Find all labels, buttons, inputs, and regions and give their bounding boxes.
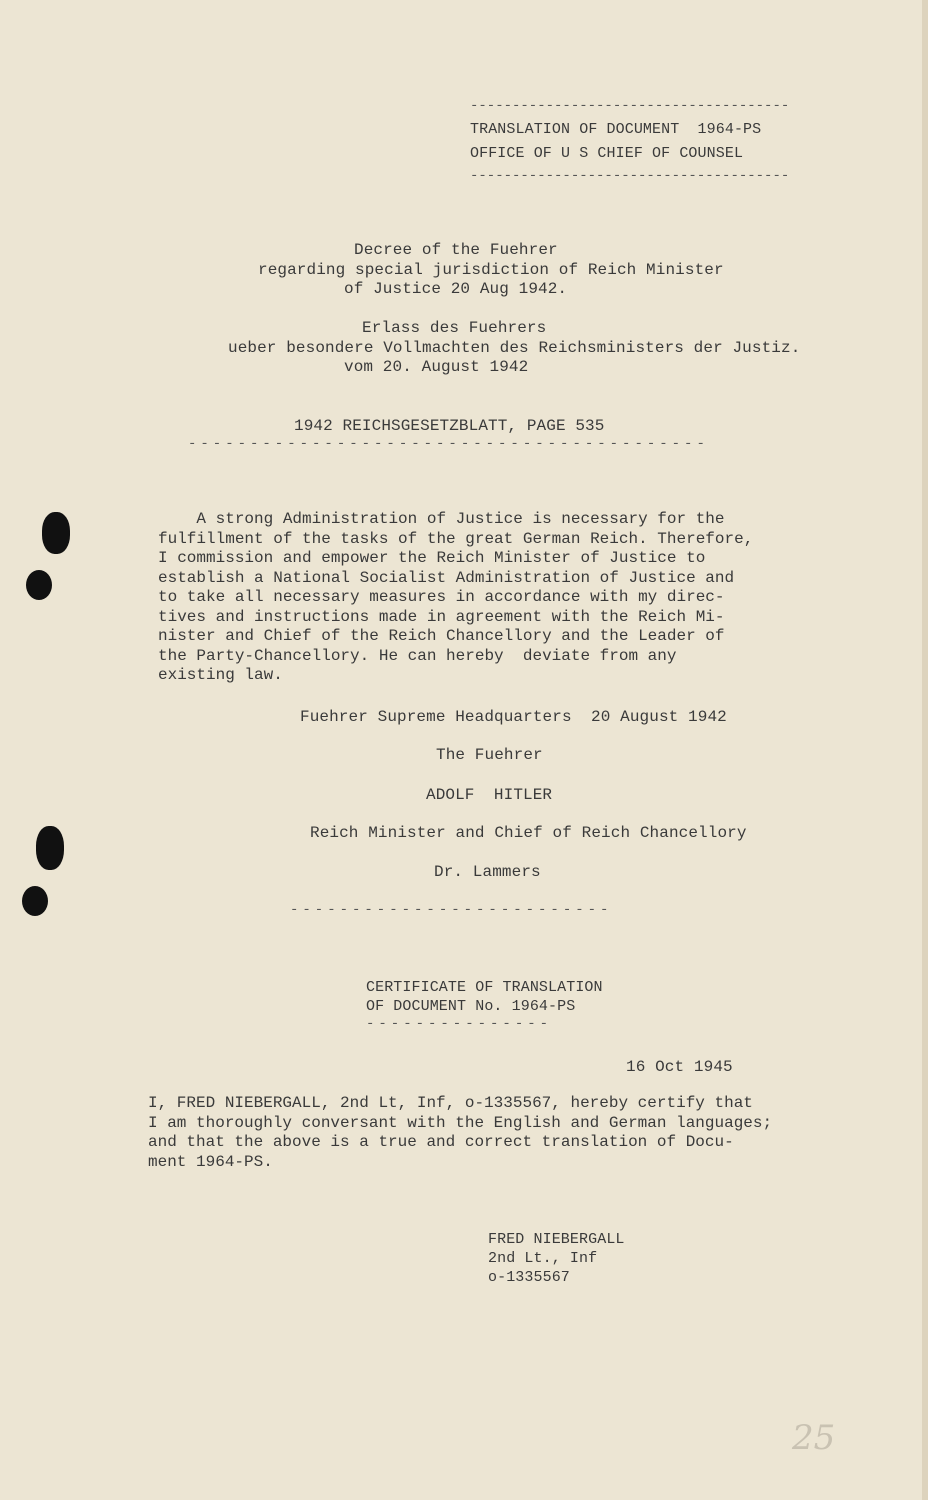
certificate-title-2: OF DOCUMENT No. 1964-PS xyxy=(366,998,576,1015)
signature-name-2: Dr. Lammers xyxy=(434,863,541,881)
body-line: nister and Chief of the Reich Chancellory and the Leader of xyxy=(158,627,725,645)
citation-rule: ------------------------------------------ xyxy=(188,436,709,452)
decree-body xyxy=(158,510,768,686)
header-line-2: OFFICE OF U S CHIEF OF COUNSEL xyxy=(470,145,744,162)
punch-hole xyxy=(26,570,52,600)
body-line: fulfillment of the tasks of the great German Reich. Therefore, xyxy=(158,529,754,548)
title-de-line-2: ueber besondere Vollmachten des Reichsministers der Justiz. xyxy=(228,339,801,357)
certificate-line: ment 1964-PS. xyxy=(148,1152,273,1171)
signer-serial: o-1335567 xyxy=(488,1269,570,1286)
citation: 1942 REICHSGESETZBLATT, PAGE 535 xyxy=(294,417,605,435)
header-line-1: TRANSLATION OF DOCUMENT 1964-PS xyxy=(470,121,762,138)
punch-hole xyxy=(42,512,70,554)
title-en-line-1: Decree of the Fuehrer xyxy=(354,241,558,259)
punch-hole xyxy=(22,886,48,916)
page-number: 25 xyxy=(792,1418,836,1458)
title-en-line-3: of Justice 20 Aug 1942. xyxy=(344,280,568,298)
certificate-line: and that the above is a true and correct translation of Docu- xyxy=(148,1133,734,1151)
body-line: establish a National Socialist Administration of Justice and xyxy=(158,568,735,587)
section-rule: -------------------------- xyxy=(290,902,613,918)
body-line: the Party-Chancellory. He can hereby deviate from any xyxy=(158,646,677,665)
signer-rank: 2nd Lt., Inf xyxy=(488,1250,598,1267)
signature-role-2: Reich Minister and Chief of Reich Chancellory xyxy=(310,824,747,842)
certificate-line: I am thoroughly conversant with the English and German languages; xyxy=(148,1113,773,1132)
body-line: existing law. xyxy=(158,666,283,684)
title-de-line-3: vom 20. August 1942 xyxy=(344,358,529,376)
certificate-date: 16 Oct 1945 xyxy=(626,1058,733,1076)
body-line: A strong Administration of Justice is necessary for the xyxy=(158,510,725,528)
header-rule-bottom: -------------------------------------- xyxy=(470,168,790,184)
title-en-line-2: regarding special jurisdiction of Reich Minister xyxy=(258,261,724,279)
punch-hole xyxy=(36,826,64,870)
signature-name: ADOLF HITLER xyxy=(426,786,553,804)
signer-name: FRED NIEBERGALL xyxy=(488,1231,625,1248)
body-line: to take all necessary measures in accordance with my direc- xyxy=(158,588,725,606)
signature-role: The Fuehrer xyxy=(436,746,543,764)
certificate-title-1: CERTIFICATE OF TRANSLATION xyxy=(366,979,603,996)
signature-place-date: Fuehrer Supreme Headquarters 20 August 1942 xyxy=(300,708,727,726)
header-rule-top: -------------------------------------- xyxy=(470,98,790,114)
body-line: I commission and empower the Reich Minister of Justice to xyxy=(158,549,706,567)
paper-edge xyxy=(922,0,928,1500)
body-line: tives and instructions made in agreement with the Reich Mi- xyxy=(158,607,725,626)
certificate-rule: --------------- xyxy=(366,1016,553,1032)
certificate-body xyxy=(148,1094,788,1172)
certificate-line: I, FRED NIEBERGALL, 2nd Lt, Inf, o-1335567, hereby certify that xyxy=(148,1094,753,1112)
title-de-line-1: Erlass des Fuehrers xyxy=(362,319,547,337)
